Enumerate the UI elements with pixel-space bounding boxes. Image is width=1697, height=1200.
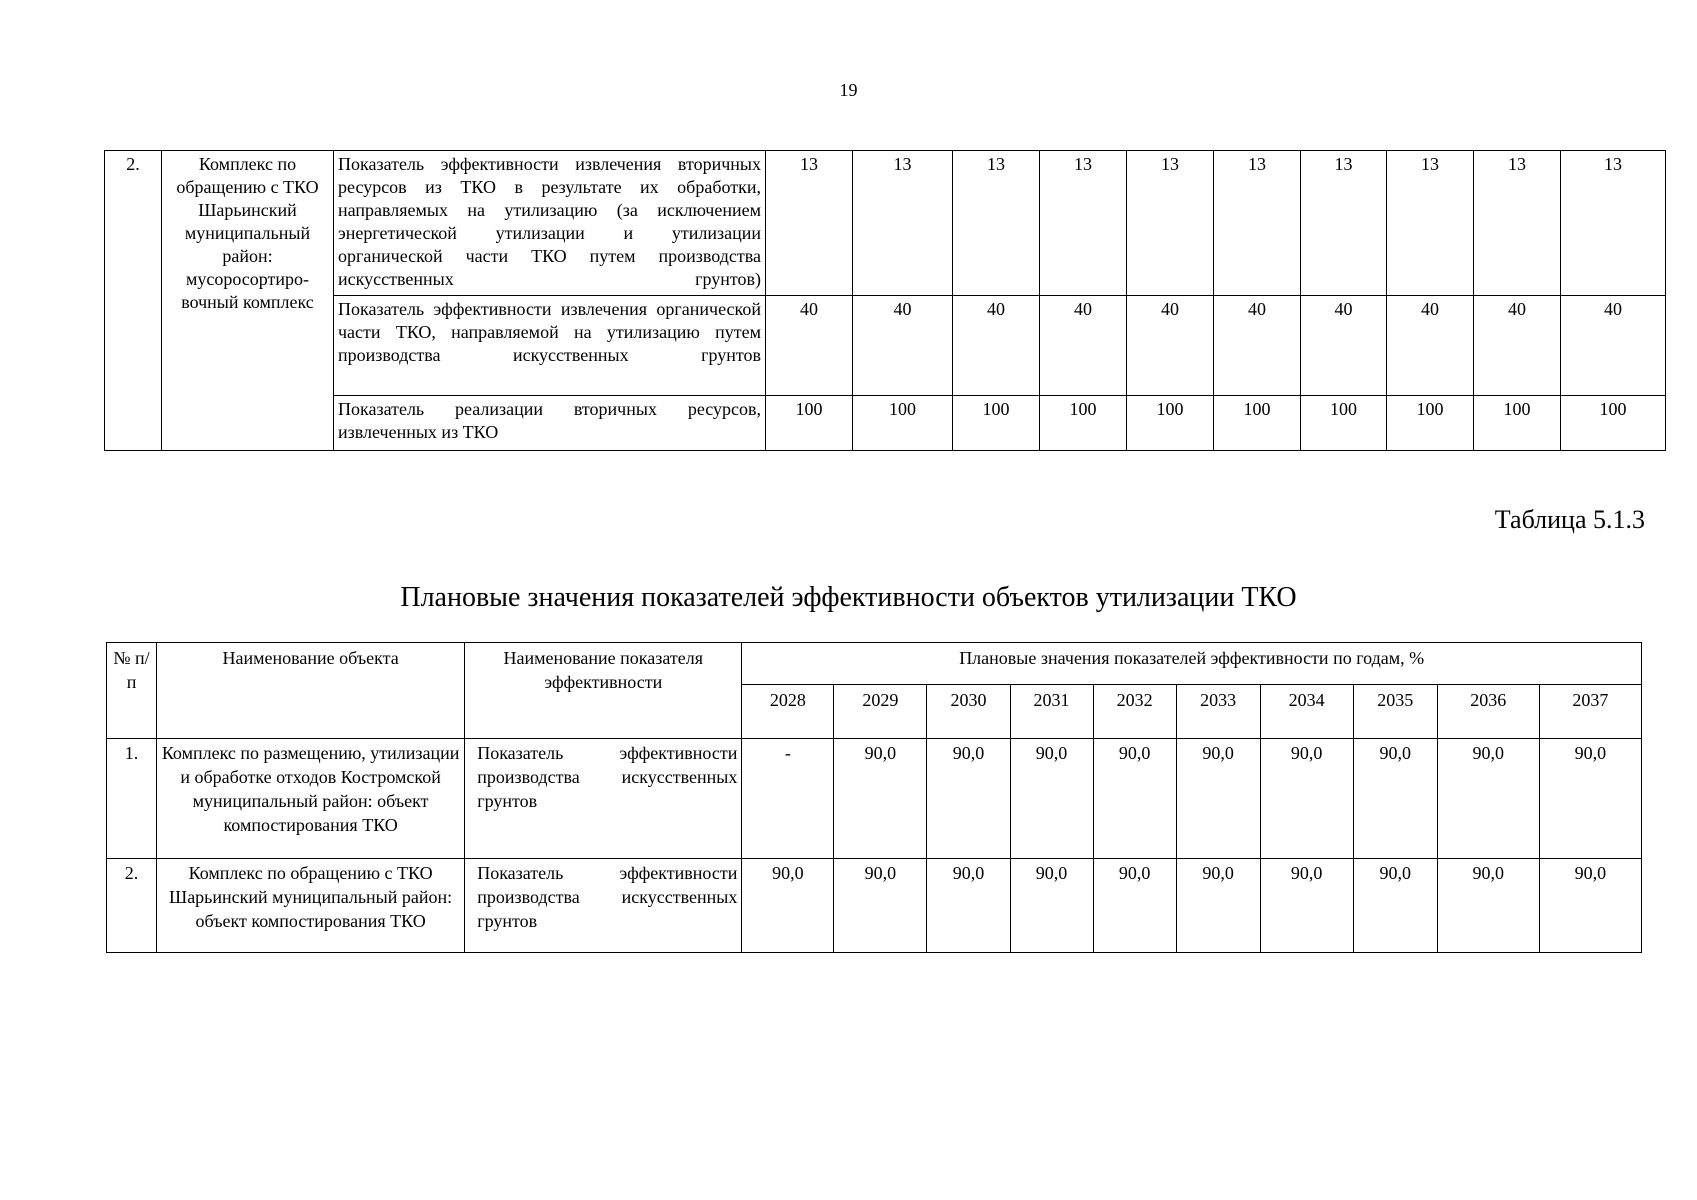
value-cell: 40 <box>1387 296 1474 396</box>
value-cell: 40 <box>1474 296 1561 396</box>
value-cell: 90,0 <box>1093 739 1176 859</box>
year-header: 2031 <box>1010 685 1093 739</box>
value-cell: 40 <box>1301 296 1387 396</box>
value-cell: 90,0 <box>834 739 927 859</box>
value-cell: 100 <box>1301 396 1387 451</box>
value-cell: - <box>742 739 834 859</box>
value-cell: 90,0 <box>1437 739 1539 859</box>
page-number: 19 <box>839 80 858 100</box>
header-row <box>107 643 1642 685</box>
value-cell: 90,0 <box>1539 859 1641 953</box>
year-header: 2037 <box>1539 685 1641 739</box>
value-cell: 40 <box>1040 296 1127 396</box>
table-row <box>105 296 1666 396</box>
year-header: 2032 <box>1093 685 1176 739</box>
value-cell: 100 <box>1214 396 1301 451</box>
value-cell: 13 <box>1040 151 1127 296</box>
value-cell: 40 <box>1214 296 1301 396</box>
object-name: Комплекс по размещению, утилизации и обработке отходов Костромской муниципальный район: объект компостирования ТКО <box>157 739 465 859</box>
value-cell: 90,0 <box>1539 739 1641 859</box>
year-header: 2034 <box>1260 685 1353 739</box>
year-header: 2030 <box>927 685 1010 739</box>
header-indicator: Наименование показателя эффективности <box>465 643 742 739</box>
plan-table <box>106 642 1642 953</box>
value-cell: 100 <box>1561 396 1666 451</box>
value-cell: 90,0 <box>927 859 1010 953</box>
header-object: Наименование объекта <box>157 643 465 739</box>
value-cell: 100 <box>766 396 853 451</box>
indicator-name: Показатель эффективности извлечения вторичных ресурсов из ТКО в результате их обработки, направляемых на утилизацию (за исключением энергетической утилизации и утилизации органической части ТКО путем производства искусственных грунтов) <box>334 151 766 296</box>
value-cell: 100 <box>853 396 953 451</box>
value-cell: 40 <box>853 296 953 396</box>
value-cell: 90,0 <box>1437 859 1539 953</box>
value-cell: 100 <box>1387 396 1474 451</box>
header-num: № п/п <box>107 643 157 739</box>
value-cell: 13 <box>1214 151 1301 296</box>
value-cell: 90,0 <box>1010 859 1093 953</box>
year-header: 2035 <box>1353 685 1437 739</box>
value-cell: 90,0 <box>1176 859 1260 953</box>
value-cell: 13 <box>1127 151 1214 296</box>
object-name: Комплекс по обращению с ТКО Шарьинский муниципальный район: объект компостирования ТКО <box>157 859 465 953</box>
continuation-table <box>104 150 1666 451</box>
object-name: Комплекс по обращению с ТКО Шарьинский муниципальный район: мусоросортиро-вочный комплекс <box>162 151 334 451</box>
indicator-name: Показатель эффективности производства искусственных грунтов <box>465 739 742 859</box>
value-cell: 90,0 <box>742 859 834 953</box>
value-cell: 40 <box>766 296 853 396</box>
table-row <box>107 739 1642 859</box>
value-cell: 13 <box>953 151 1040 296</box>
table-title: Плановые значения показателей эффективности объектов утилизации ТКО <box>400 582 1297 613</box>
table-row <box>107 859 1642 953</box>
value-cell: 13 <box>853 151 953 296</box>
value-cell: 90,0 <box>1260 859 1353 953</box>
value-cell: 90,0 <box>1353 739 1437 859</box>
value-cell: 90,0 <box>1260 739 1353 859</box>
value-cell: 13 <box>766 151 853 296</box>
value-cell: 40 <box>1561 296 1666 396</box>
table-caption: Таблица 5.1.3 <box>1494 505 1645 534</box>
value-cell: 100 <box>953 396 1040 451</box>
year-header: 2036 <box>1437 685 1539 739</box>
value-cell: 100 <box>1474 396 1561 451</box>
value-cell: 90,0 <box>1010 739 1093 859</box>
value-cell: 13 <box>1387 151 1474 296</box>
value-cell: 100 <box>1040 396 1127 451</box>
value-cell: 40 <box>1127 296 1214 396</box>
value-cell: 13 <box>1301 151 1387 296</box>
indicator-name: Показатель реализации вторичных ресурсов, извлеченных из ТКО <box>334 396 766 451</box>
row-number: 1. <box>107 739 157 859</box>
header-plan: Плановые значения показателей эффективности по годам, % <box>742 643 1642 685</box>
table-row <box>105 151 1666 296</box>
value-cell: 90,0 <box>1093 859 1176 953</box>
value-cell: 90,0 <box>1353 859 1437 953</box>
year-header: 2029 <box>834 685 927 739</box>
table-row <box>105 396 1666 451</box>
value-cell: 13 <box>1561 151 1666 296</box>
row-number: 2. <box>107 859 157 953</box>
row-number: 2. <box>105 151 162 451</box>
indicator-name: Показатель эффективности извлечения органической части ТКО, направляемой на утилизацию путем производства искусственных грунтов <box>334 296 766 396</box>
value-cell: 90,0 <box>1176 739 1260 859</box>
value-cell: 40 <box>953 296 1040 396</box>
value-cell: 90,0 <box>834 859 927 953</box>
value-cell: 90,0 <box>927 739 1010 859</box>
value-cell: 100 <box>1127 396 1214 451</box>
indicator-name: Показатель эффективности производства искусственных грунтов <box>465 859 742 953</box>
year-header: 2028 <box>742 685 834 739</box>
value-cell: 13 <box>1474 151 1561 296</box>
year-header: 2033 <box>1176 685 1260 739</box>
